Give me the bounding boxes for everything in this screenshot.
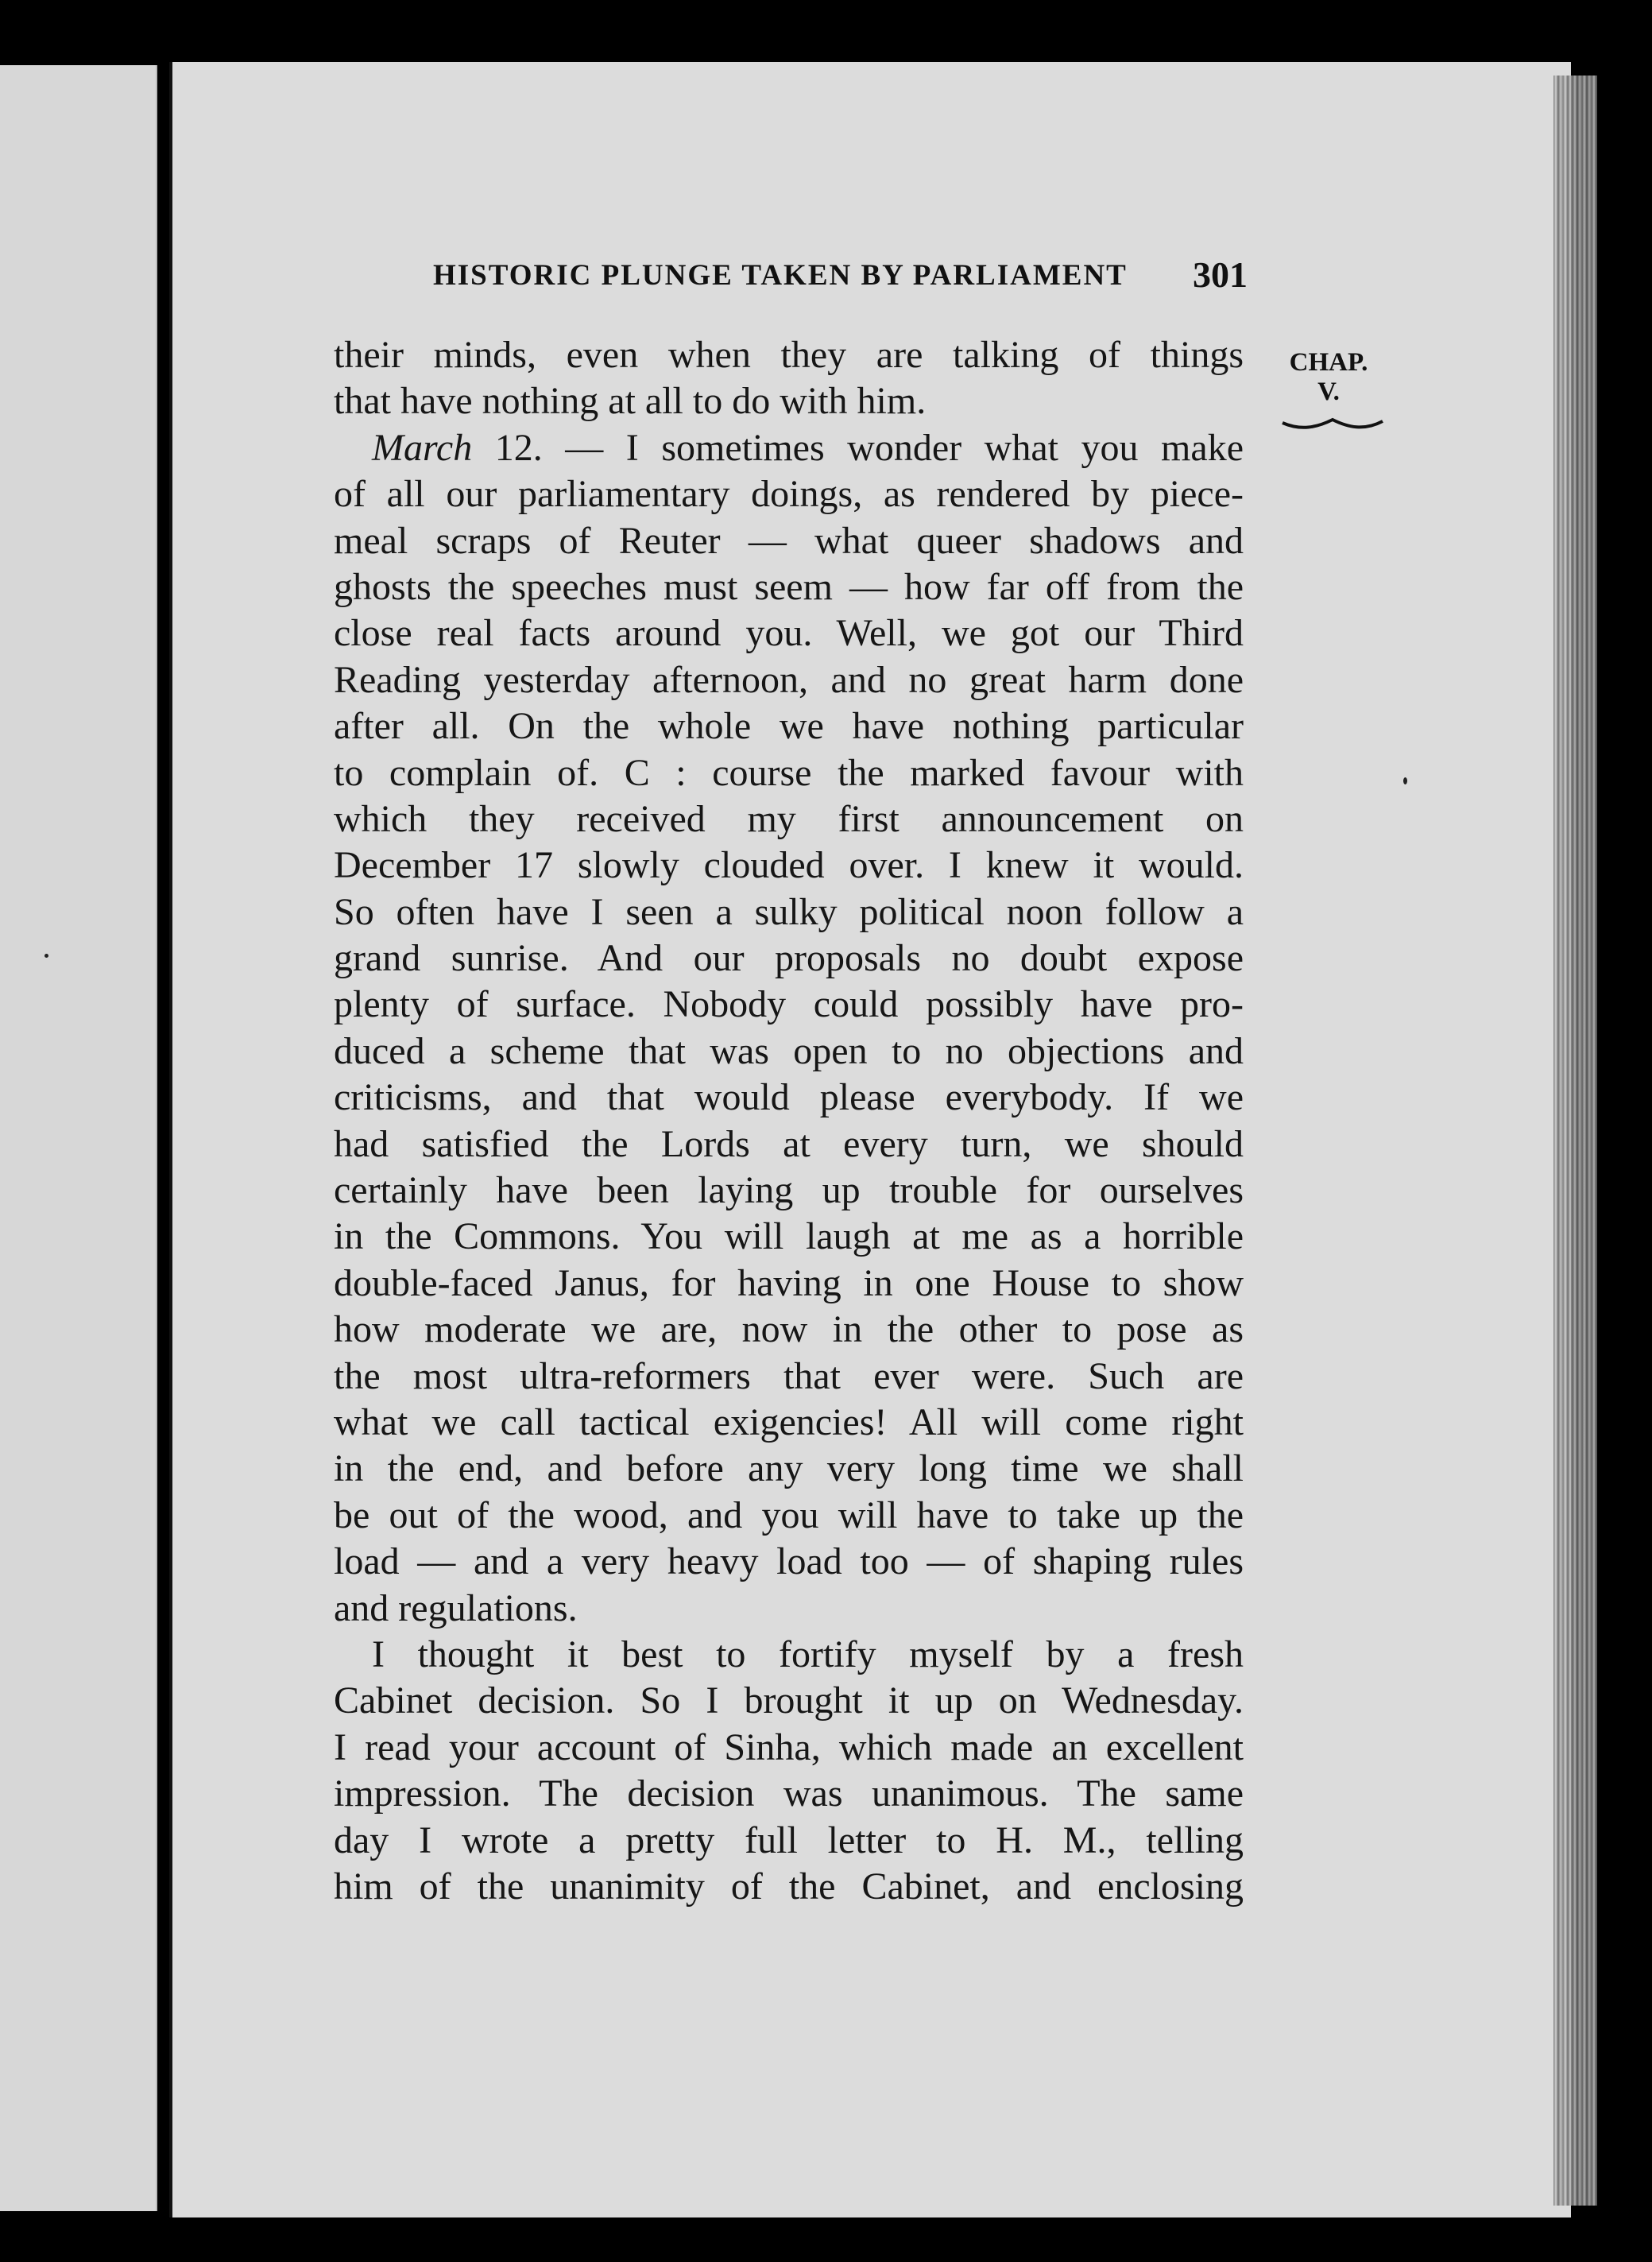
text-line (334, 842, 1244, 889)
text-line (334, 1075, 1244, 1121)
running-header (433, 254, 1248, 295)
text-line (334, 750, 1244, 796)
line-text: of all our parliamentary doings, as rendered by piece- (334, 473, 1244, 516)
line-text: meal scraps of Reuter — what queer shadows and (334, 519, 1244, 562)
text-line (334, 1261, 1244, 1307)
line-text: impression. The decision was unanimous. The same (334, 1772, 1244, 1815)
line-text: in the Commons. You will laugh at me as a horrible (334, 1215, 1244, 1258)
text-line (334, 889, 1244, 935)
scan-speck (44, 954, 48, 958)
chapter-margin-note (1281, 348, 1376, 431)
text-line (334, 332, 1244, 378)
chapter-label: CHAP. (1289, 348, 1368, 377)
text-line (334, 1400, 1244, 1446)
chapter-number: V. (1317, 378, 1340, 406)
line-text: day I wrote a pretty full letter to H. M., telling (334, 1819, 1244, 1861)
line-text: what we call tactical exigencies! All will come right (334, 1400, 1244, 1443)
facing-page-edge (0, 65, 157, 2211)
text-line (334, 1446, 1244, 1492)
text-line (334, 1586, 1244, 1632)
line-text: Reading yesterday afternoon, and no great harm done (334, 658, 1244, 701)
text-line (334, 1214, 1244, 1260)
text-line (334, 1307, 1244, 1353)
text-line (334, 1864, 1244, 1910)
line-text: criticisms, and that would please everybody. If we (334, 1076, 1244, 1119)
text-line (334, 1539, 1244, 1585)
text-line (334, 703, 1244, 749)
page-edge-stack (1553, 76, 1597, 2206)
line-text: So often have I seen a sulky political noon follow a (334, 890, 1244, 933)
line-text: I read your account of Sinha, which made an excellent (334, 1726, 1244, 1768)
line-text: certainly have been laying up trouble for ourselves (334, 1169, 1244, 1212)
line-text: how moderate we are, now in the other to pose as (334, 1308, 1244, 1351)
page-number: 301 (1193, 254, 1248, 295)
line-text: be out of the wood, and you will have to take up the (334, 1493, 1244, 1536)
line-text: him of the unanimity of the Cabinet, and enclosing (334, 1865, 1244, 1908)
running-title: HISTORIC PLUNGE TAKEN BY PARLIAMENT (433, 259, 1128, 292)
text-line (334, 1632, 1244, 1678)
line-text: to complain of. C : course the marked favour with (334, 751, 1244, 794)
line-text: Cabinet decision. So I brought it up on Wednesday. (334, 1679, 1244, 1722)
text-line (334, 518, 1244, 564)
text-line (334, 471, 1244, 517)
line-text: 12. — I sometimes wonder what you make (472, 426, 1244, 469)
line-text: plenty of surface. Nobody could possibly have pro- (334, 983, 1244, 1026)
entry-date: March (372, 426, 473, 469)
line-text: I thought it best to fortify myself by a fresh (372, 1633, 1244, 1675)
text-line (334, 425, 1244, 471)
body-text (334, 332, 1244, 1910)
text-line (334, 935, 1244, 982)
text-line (334, 564, 1244, 610)
line-text: which they received my first announcement on (334, 797, 1244, 840)
line-text: their minds, even when they are talking of things (334, 334, 1244, 376)
text-line (334, 1771, 1244, 1817)
text-line (334, 982, 1244, 1028)
text-line (334, 796, 1244, 842)
line-text: close real facts around you. Well, we got our Third (334, 612, 1244, 655)
line-text: in the end, and before any very long time we shall (334, 1447, 1244, 1490)
line-text: that have nothing at all to do with him. (334, 380, 927, 423)
text-line (334, 1168, 1244, 1214)
line-text: load — and a very heavy load too — of shaping rules (334, 1540, 1244, 1583)
text-line (334, 1028, 1244, 1075)
scan-speck (1403, 777, 1407, 784)
text-line (334, 1493, 1244, 1539)
text-line (334, 610, 1244, 657)
text-line (334, 657, 1244, 703)
text-line (334, 1725, 1244, 1771)
line-text: grand sunrise. And our proposals no doubt expose (334, 937, 1244, 980)
line-text: ghosts the speeches must seem — how far off from the (334, 565, 1244, 608)
text-line (334, 1678, 1244, 1724)
line-text: and regulations. (334, 1586, 578, 1629)
swash-ornament-icon (1281, 413, 1384, 431)
text-line (334, 1354, 1244, 1400)
line-text: December 17 slowly clouded over. I knew it would. (334, 844, 1244, 887)
line-text: the most ultra-reformers that ever were. Such are (334, 1354, 1244, 1397)
line-text: had satisfied the Lords at every turn, we should (334, 1122, 1244, 1165)
line-text: double-faced Janus, for having in one House to show (334, 1261, 1244, 1304)
line-text: duced a scheme that was open to no objections and (334, 1029, 1244, 1072)
line-text: after all. On the whole we have nothing particular (334, 705, 1244, 748)
text-line (334, 1121, 1244, 1168)
text-line (334, 1818, 1244, 1864)
text-line (334, 378, 1244, 424)
